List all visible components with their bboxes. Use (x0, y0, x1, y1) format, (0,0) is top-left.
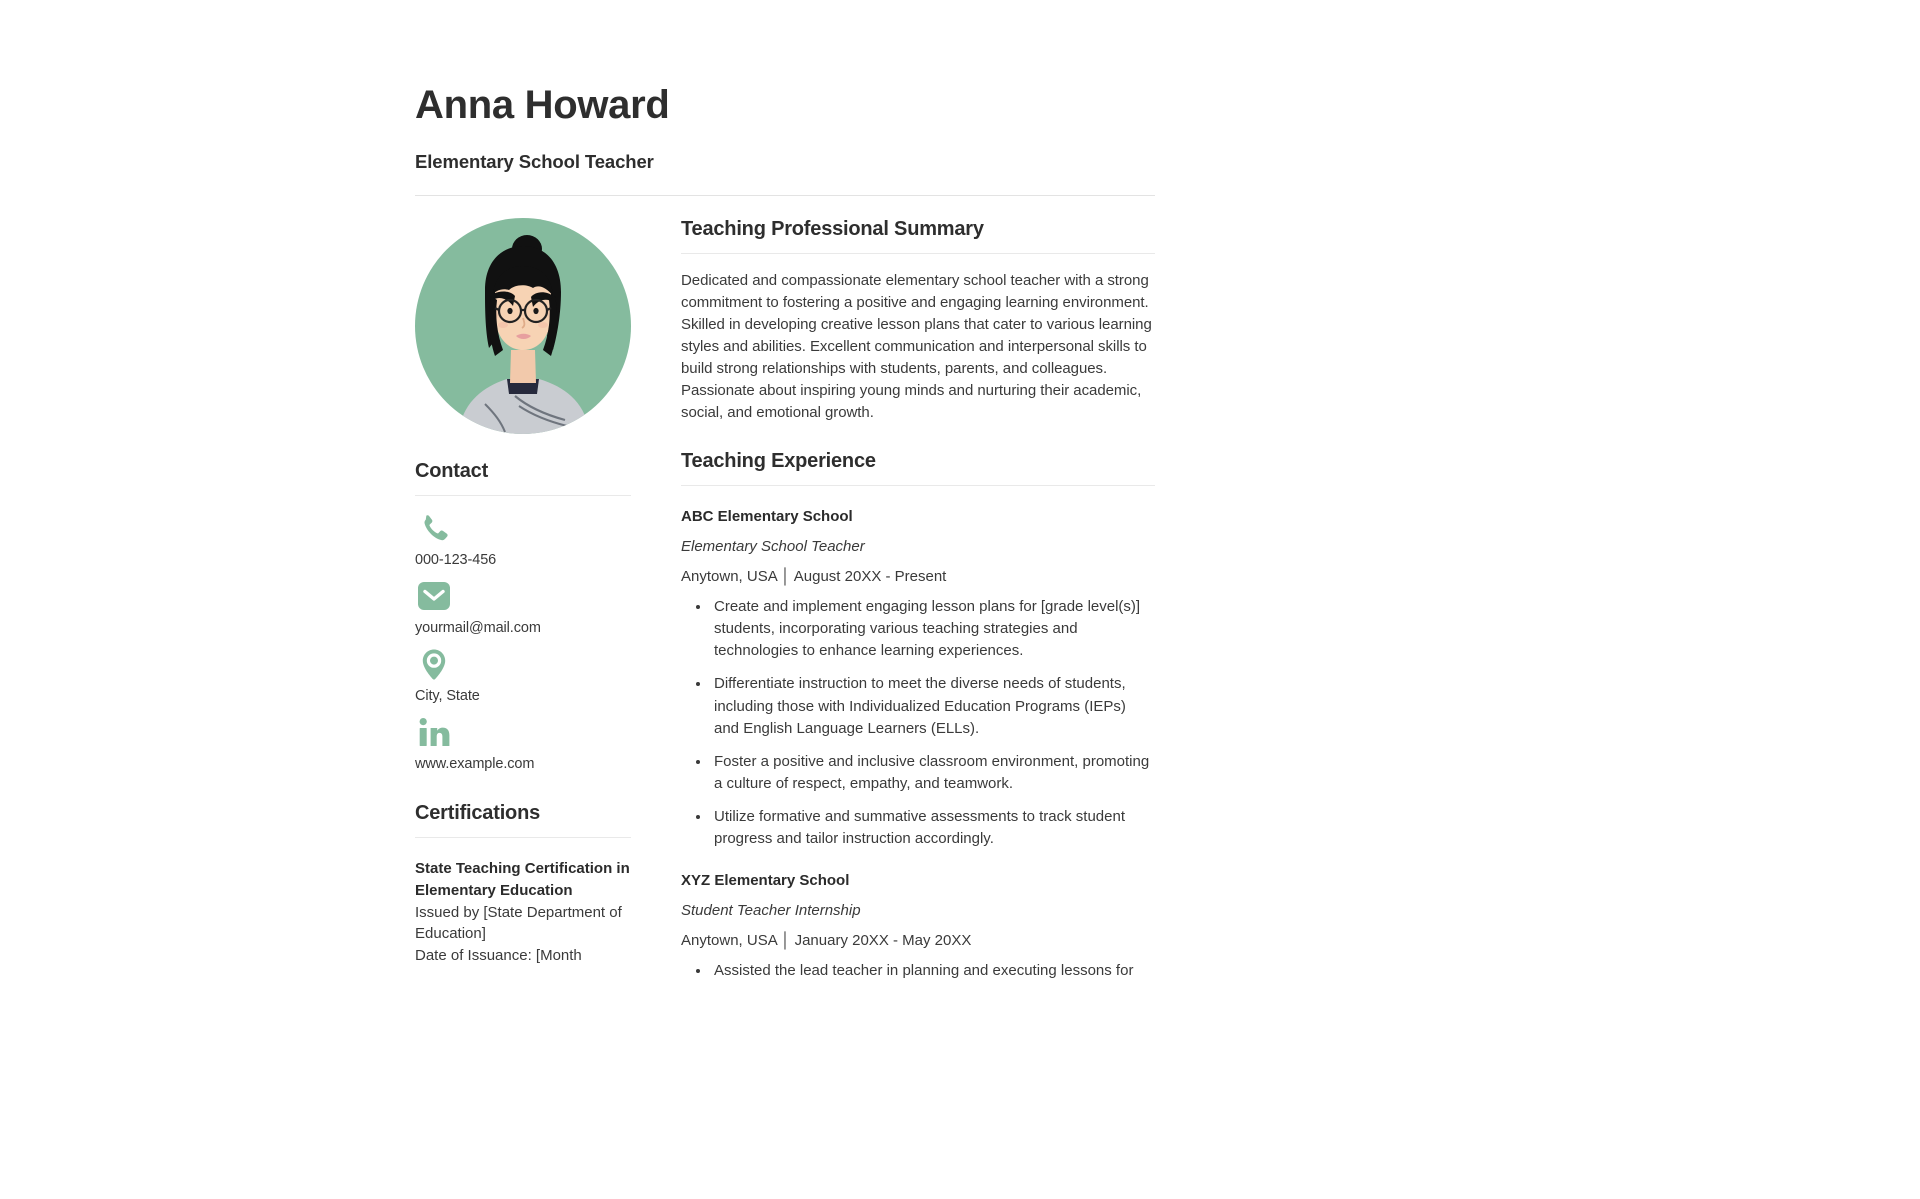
experience-meta: Anytown, USA │ August 20XX - Present (681, 568, 947, 586)
contact-list (415, 512, 631, 772)
certifications-heading: Certifications (415, 802, 541, 824)
resume-columns (415, 196, 1155, 993)
phone-icon (415, 512, 631, 546)
experience-meta: Anytown, USA │ January 20XX - May 20XX (681, 931, 972, 949)
experience-organization: ABC Elementary School (681, 508, 853, 526)
experience-bullets (681, 596, 1155, 849)
experience-organization: XYZ Elementary School (681, 871, 850, 889)
contact-heading: Contact (415, 460, 489, 482)
avatar-illustration (415, 218, 631, 434)
resume-document (415, 0, 1155, 1199)
envelope-icon (415, 580, 631, 614)
experience-role: Student Teacher Internship (681, 901, 861, 919)
certifications-divider (415, 837, 631, 838)
sidebar-column (415, 196, 631, 993)
certification-issuer: Issued by [State Department of Education] (415, 903, 622, 943)
column-gap (631, 196, 681, 993)
experience-role: Elementary School Teacher (681, 538, 865, 556)
contact-item-location[interactable] (415, 648, 631, 704)
experience-heading: Teaching Experience (681, 450, 876, 473)
list-item: • Create and implement engaging lesson plans for [grade level(s)] students, incorporating various teaching strategies and technologies to enhance learning experiences. (711, 596, 1155, 662)
contact-value-location: City, State (415, 688, 480, 704)
linkedin-icon (415, 716, 631, 750)
header-job-title: Elementary School Teacher (415, 151, 654, 172)
page-title: Anna Howard (415, 83, 670, 127)
contact-item-linkedin[interactable] (415, 716, 631, 772)
avatar (415, 218, 631, 434)
experience-entry (681, 508, 1155, 849)
experience-bullets (681, 960, 1155, 982)
contact-divider (415, 495, 631, 496)
certification-item (415, 858, 631, 967)
list-item: • Utilize formative and summative assessments to track student progress and tailor instruction accordingly. (711, 806, 1155, 850)
contact-section (415, 460, 631, 772)
location-pin-icon (415, 648, 631, 682)
certifications-section (415, 802, 631, 967)
contact-value-email: yourmail@mail.com (415, 620, 541, 636)
main-column (681, 196, 1155, 993)
contact-item-phone[interactable] (415, 512, 631, 568)
summary-heading: Teaching Professional Summary (681, 218, 984, 240)
summary-divider (681, 253, 1155, 254)
experience-entry (681, 872, 1155, 982)
contact-value-phone: 000-123-456 (415, 552, 497, 568)
summary-section (681, 218, 1155, 424)
summary-text: Dedicated and compassionate elementary school teacher with a strong commitment to fostering a positive and engaging learning environment. Skilled in developing creative lesson plans that cater to various learning styles and abilities. Excellent communication and interpersonal skills to build strong relationships with students, parents, and colleagues. Passionate about inspiring young minds and nurturing their academic, social, and emotional growth. (681, 272, 1152, 422)
list-item: • Foster a positive and inclusive classroom environment, promoting a culture of respect, empathy, and teamwork. (711, 751, 1155, 795)
contact-value-linkedin: www.example.com (415, 756, 535, 772)
experience-section (681, 450, 1155, 982)
resume-header (415, 0, 1155, 196)
certification-name: State Teaching Certification in Elementary Education (415, 860, 630, 899)
contact-item-email[interactable] (415, 580, 631, 636)
list-item: • Differentiate instruction to meet the diverse needs of students, including those with Individualized Education Programs (IEPs) and English Language Learners (ELLs). (711, 673, 1155, 739)
list-item: • Assisted the lead teacher in planning and executing lessons for (711, 960, 1155, 982)
certification-date: Date of Issuance: [Month (415, 947, 582, 964)
experience-divider (681, 485, 1155, 486)
